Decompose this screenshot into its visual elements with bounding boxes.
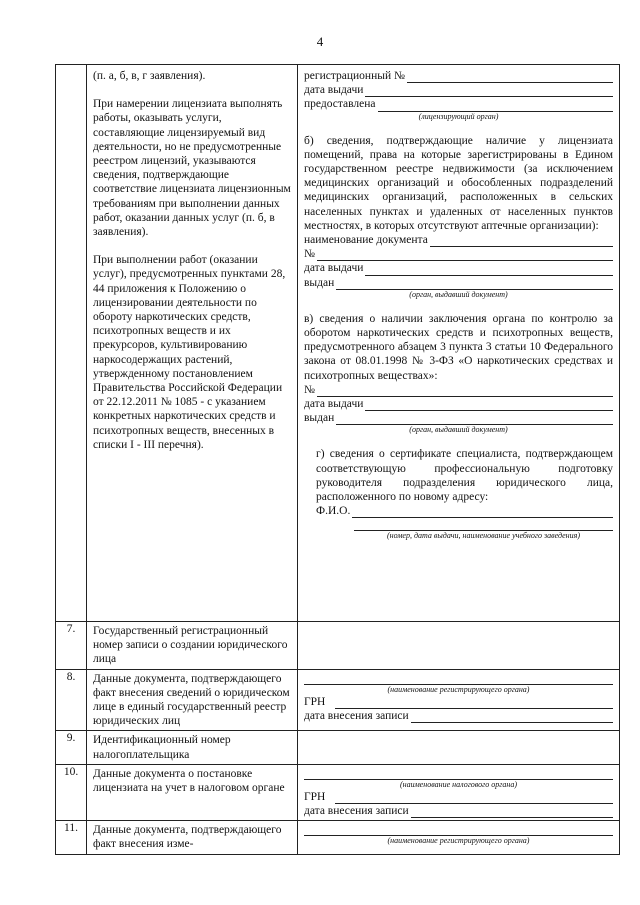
row-number: 8. — [56, 669, 87, 731]
field-label: Ф.И.О. — [316, 505, 351, 518]
certificate-line — [354, 518, 613, 531]
row-description: Данные документа, подтверждающего факт внесения изме- — [87, 821, 298, 854]
row-description: Данные документа о постановке лицензиата на учет в налоговом органе — [87, 764, 298, 820]
doc-name-field — [304, 233, 613, 247]
conclusion-date-field — [304, 397, 613, 411]
conclusion-issued-by-field — [304, 411, 613, 425]
row-number: 7. — [56, 622, 87, 670]
provided-field — [304, 97, 613, 111]
form-table — [55, 64, 620, 855]
row-number: 11. — [56, 821, 87, 854]
entry-date-field — [304, 709, 613, 723]
doc-issue-date-field — [304, 261, 613, 275]
reg-number-field — [304, 69, 613, 83]
field-caption: (орган, выдавший документ) — [409, 425, 508, 435]
doc-issued-by-field — [304, 276, 613, 290]
grn-field — [304, 790, 613, 804]
grn-field — [304, 695, 613, 709]
table-row-11 — [56, 821, 620, 854]
field-label: дата внесения записи — [304, 709, 409, 722]
section-g-text: г) сведения о сертификате специалиста, подтверждающем соответствующую профессиональную подготовку руководителя подразделения юридического лица, расположенного по новому адресу: — [316, 448, 613, 504]
row-data-cell — [298, 821, 620, 854]
field-label: предоставлена — [304, 98, 376, 111]
row-data-cell — [298, 731, 620, 764]
entry-date-field — [304, 804, 613, 818]
table-row-8 — [56, 669, 620, 731]
field-label: ГРН — [304, 790, 326, 803]
tax-body-line — [304, 767, 613, 780]
field-caption: (номер, дата выдачи, наименование учебного заведения) — [386, 531, 580, 541]
row-description: Данные документа, подтверждающего факт внесения сведений о юридическом лице в единый государственный реестр юридических лиц — [87, 669, 298, 731]
page-number: 4 — [316, 34, 324, 49]
field-caption: (наименование налогового органа) — [399, 779, 518, 789]
row-number-cell — [56, 65, 87, 622]
row-data-cell — [298, 622, 620, 670]
field-caption: (орган, выдавший документ) — [409, 289, 508, 299]
field-label: № — [304, 248, 315, 261]
row-data-cell — [298, 764, 620, 820]
section-v-text: в) сведения о наличии заключения органа по контролю за оборотом наркотических средств и психотропных веществ, предусмотренного абзацем 3 пункта 3 статьи 10 Федерального закона от 08.01.1998 № 3-ФЗ «О наркотических средствах и психотропных веществах»: — [304, 312, 613, 382]
row-description: Государственный регистрационный номер записи о создании юридического лица — [87, 622, 298, 670]
row-data-cell — [298, 65, 620, 622]
table-row-7 — [56, 622, 620, 670]
table-row-9 — [56, 731, 620, 764]
table-row-6-continued — [56, 65, 620, 622]
row-number: 10. — [56, 764, 87, 820]
left-paragraph: (п. а, б, в, г заявления). — [93, 70, 206, 82]
table-row-10 — [56, 764, 620, 820]
field-label: дата выдачи — [304, 84, 364, 97]
row-description: Идентификационный номер налогоплательщика — [87, 731, 298, 764]
field-label: дата выдачи — [304, 262, 364, 275]
field-caption: (наименование регистрирующего органа) — [387, 684, 530, 694]
conclusion-number-field — [304, 383, 613, 397]
registering-body-line — [304, 823, 613, 836]
row-description-cell — [87, 65, 298, 622]
field-label: дата выдачи — [304, 398, 364, 411]
field-label: наименование документа — [304, 234, 428, 247]
field-label: регистрационный № — [304, 70, 405, 82]
row-number: 9. — [56, 731, 87, 764]
left-paragraph: При намерении лицензиата выполнять работы, оказывать услуги, составляющие лицензируемый вид деятельности, но не предусмотренные реестром лицензий, указываются сведения, подтверждающие соответствие лицензиата лицензионным требованиям при выполнении данных работ, оказании данных услуг (п. б, в заявления). — [93, 98, 291, 239]
field-label: выдан — [304, 276, 335, 289]
field-label: ГРН — [304, 695, 326, 708]
registering-body-line — [304, 672, 613, 685]
field-label: выдан — [304, 412, 335, 425]
field-caption: (наименование регистрирующего органа) — [387, 836, 530, 846]
issue-date-field — [304, 83, 613, 97]
field-caption: (лицензирующий орган) — [418, 111, 499, 121]
fio-field — [304, 504, 613, 518]
field-label: № — [304, 383, 315, 396]
doc-number-field — [304, 247, 613, 261]
left-paragraph: При выполнении работ (оказании услуг), предусмотренных пунктами 28, 44 приложения к Положению о лицензировании деятельности по обороту наркотических средств, психотропных веществ и их прекурсоров, культивированию наркосодержащих растений, утвержденному постановлением Правительства Российской Федерации от 22.12.2011 № 1085 - с указанием конкретных наркотических средств и психотропных веществ, внесенных в списки I - III перечня). — [93, 254, 286, 451]
field-label: дата внесения записи — [304, 805, 409, 818]
section-b-text: б) сведения, подтверждающие наличие у лицензиата помещений, права на которые зарегистрированы в Едином государственном реестре недвижимости (за исключением медицинских организаций и обособленных подразделений медицинских организаций, расположенных в сельских населенных пунктах и удаленных от населенных пунктов местностях, в которых отсутствуют аптечные организации): — [304, 134, 613, 232]
row-data-cell — [298, 669, 620, 731]
